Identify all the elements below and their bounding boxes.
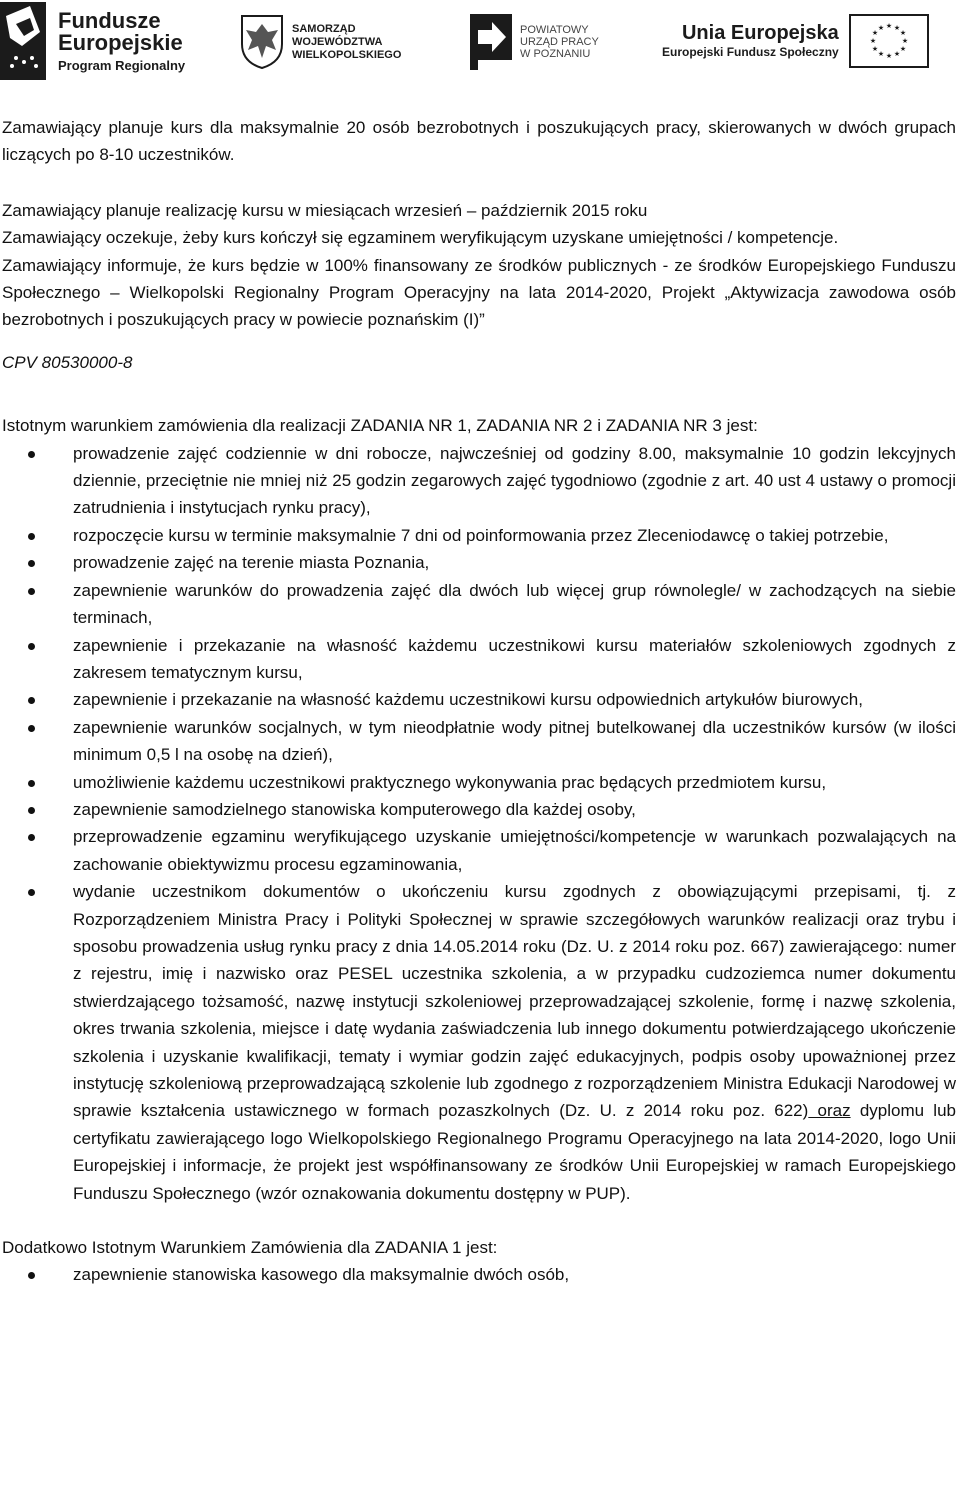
additional-conditions-intro: Dodatkowo Istotnym Warunkiem Zamówienia dla ZADANIA 1 jest:	[2, 1238, 498, 1258]
logo-bar	[0, 0, 960, 90]
pup-poznan-logo	[470, 14, 620, 70]
ue-logo-line2: Europejski Fundusz Społeczny	[662, 45, 839, 59]
document-body	[2, 114, 956, 1289]
paragraph-schedule: Zamawiający planuje realizację kursu w miesiącach wrzesień – październik 2015 roku	[2, 200, 648, 220]
svg-text:★: ★	[869, 37, 876, 45]
svg-text:★: ★	[871, 29, 878, 37]
list-item	[2, 796, 956, 823]
list-item-text: przeprowadzenie egzaminu weryfikującego uzyskanie umiejętności/kompetencje w warunkach pozwalających na zachowanie obiektywizmu procesu egzaminowania,	[73, 827, 956, 874]
list-item-text: zapewnienie i przekazanie na własność każdemu uczestnikowi kursu odpowiednich artykułów biurowych,	[73, 690, 863, 710]
conditions-list-final	[2, 878, 956, 1207]
wlkp-logo-line1: SAMORZĄD WOJEWÓDZTWA	[292, 22, 383, 48]
list-item-text: zapewnienie warunków do prowadzenia zajęć dla dwóch lub więcej grup równolegle/ w zachodzących na siebie terminach,	[73, 580, 956, 628]
unia-europejska-logo	[662, 14, 929, 68]
list-item-text: prowadzenie zajęć codziennie w dni robocze, najwcześniej od godziny 8.00, maksymalnie 10 godzin lekcyjnych dziennie, przeciętnie nie mniej niż 25 godzin zegarowych zajęć tygodniowo (zgodnie z art. 40 ust 4 ustawy o promocji zatrudnienia i instytucjach rynku pracy),	[73, 443, 956, 518]
list-item	[2, 769, 956, 796]
list-item	[2, 823, 956, 878]
list-item-text: zapewnienie i przekazanie na własność każdemu uczestnikowi kursu materiałów szkoleniowych zgodnych z zakresem tematycznym kursu,	[73, 635, 956, 682]
pup-arrow-icon	[470, 14, 512, 70]
bullet-icon	[28, 1272, 35, 1279]
list-item	[2, 577, 956, 632]
wielkopolska-logo	[240, 14, 432, 70]
bullet-icon	[28, 588, 35, 595]
list-item-text: zapewnienie samodzielnego stanowiska komputerowego dla każdej osoby,	[73, 799, 636, 819]
bullet-icon	[28, 451, 35, 458]
list-item	[2, 878, 956, 1207]
svg-text:★: ★	[899, 29, 906, 37]
list-item-text: rozpoczęcie kursu w terminie maksymalnie 7 dni od poinformowania przez Zleceniodawcę o takiej potrzebie,	[73, 525, 889, 545]
conditions-intro: Istotnym warunkiem zamówienia dla realizacji ZADANIA NR 1, ZADANIA NR 2 i ZADANIA NR 3 jest:	[2, 416, 758, 436]
bullet-icon	[28, 834, 35, 841]
list-item	[2, 714, 956, 769]
wlkp-logo-line2: WIELKOPOLSKIEGO	[292, 48, 402, 61]
fe-logo-line1: Fundusze	[58, 7, 161, 33]
svg-text:★: ★	[877, 24, 884, 32]
bullet-icon	[28, 560, 35, 567]
svg-text:★: ★	[885, 52, 892, 60]
pup-logo-line2: URZĄD PRACY	[520, 36, 599, 48]
conditions-list	[2, 440, 956, 879]
svg-text:★: ★	[893, 24, 900, 32]
list-item	[2, 632, 956, 687]
list-item-text: prowadzenie zajęć na terenie miasta Poznania,	[73, 553, 430, 573]
paragraph-exam: Zamawiający oczekuje, żeby kurs kończył się egzaminem weryfikującym uzyskane umiejętności / kompetencje.	[2, 228, 839, 248]
fe-logo-line3: Program Regionalny	[58, 57, 186, 73]
bullet-icon	[28, 889, 35, 896]
bullet-icon	[28, 725, 35, 732]
svg-text:★: ★	[899, 45, 906, 53]
svg-text:★: ★	[893, 50, 900, 58]
list-item	[2, 440, 956, 522]
final-condition-underlined: oraz	[808, 1101, 851, 1121]
bullet-icon	[28, 780, 35, 787]
eagle-crest-icon	[240, 14, 284, 70]
list-item-text: zapewnienie warunków socjalnych, w tym nieodpłatnie wody pitnej butelkowanej dla uczestników kursów (w ilości minimum 0,5 l na osobę na dzień),	[73, 717, 956, 765]
ue-logo-line1: Unia Europejska	[681, 22, 839, 44]
cpv-code: CPV 80530000-8	[2, 352, 133, 372]
list-item-text: zapewnienie stanowiska kasowego dla maksymalnie dwóch osób,	[73, 1265, 570, 1285]
svg-text:★: ★	[885, 22, 892, 30]
eu-flag-icon	[849, 14, 929, 68]
fe-logo-line2: Europejskie	[58, 29, 183, 55]
additional-conditions-list	[2, 1261, 956, 1288]
fe-flag-icon	[0, 2, 46, 80]
list-item	[2, 522, 956, 549]
bullet-icon	[28, 533, 35, 540]
fundusze-europejskie-logo	[0, 2, 185, 80]
list-item	[2, 549, 956, 576]
list-item	[2, 1261, 956, 1288]
list-item	[2, 686, 956, 713]
bullet-icon	[28, 643, 35, 650]
pup-logo-line3: W POZNANIU	[520, 48, 591, 60]
svg-text:★: ★	[877, 50, 884, 58]
svg-text:★: ★	[871, 45, 878, 53]
paragraph-group-size: Zamawiający planuje kurs dla maksymalnie 20 osób bezrobotnych i poszukujących pracy, skierowanych w dwóch grupach liczących po 8-10 uczestników.	[2, 118, 956, 165]
bullet-icon	[28, 807, 35, 814]
pup-logo-line1: POWIATOWY	[520, 24, 589, 36]
final-condition-part2: dyplomu lub certyfikatu zawierającego logo Wielkopolskiego Regionalnego Programu Operacyjnego na lata 2014-2020, logo Unii Europejskiej i informacje, że projekt jest współfinansowany ze środków Unii Europejskiej w ramach Europejskiego Funduszu Społecznego (wzór oznakowania dokumentu dostępny w PUP).	[73, 1101, 956, 1203]
list-item-text: umożliwienie każdemu uczestnikowi praktycznego wykonywania prac będących przedmiotem kursu,	[73, 772, 827, 792]
bullet-icon	[28, 697, 35, 704]
final-condition-part1: wydanie uczestnikom dokumentów o ukończeniu kursu zgodnych z obowiązującymi przepisami, tj. z Rozporządzeniem Ministra Pracy i Polityki Społecznej w sprawie szczegółowych warunków realizacji oraz trybu i sposobu prowadzenia usług rynku pracy z dnia 14.05.2014 roku (Dz. U. z 2014 roku poz. 667) zawierającego: numer z rejestru, imię i nazwisko oraz PESEL uczestnika szkolenia, a w przypadku cudzoziemca numer dokumentu stwierdzającego tożsamość, nazwę instytucji szkoleniowej przeprowadzającej szkolenie, formę i nazwę szkolenia, okres trwania szkolenia, miejsce i datę wydania zaświadczenia lub innego dokumentu potwierdzającego ukończenie szkolenia i uzyskanie kwalifikacji, tematy i wymiar godzin zajęć edukacyjnych, podpis osoby upoważnionej przez instytucję szkoleniową przeprowadzającą szkolenie lub zgodnego z rozporządzeniem Ministra Edukacji Narodowej w sprawie kształcenia ustawicznego w formach pozaszkolnych (Dz. U. z 2014 roku poz. 622)	[73, 882, 956, 1121]
svg-text:★: ★	[901, 37, 908, 45]
paragraph-funding: Zamawiający informuje, że kurs będzie w 100% finansowany ze środków publicznych - ze środków Europejskiego Funduszu Społecznego – Wielkopolski Regionalny Program Operacyjny na lata 2014-2020, Projekt „Aktywizacja zawodowa osób bezrobotnych i poszukujących pracy w powiecie poznańskim (I)”	[2, 255, 956, 330]
